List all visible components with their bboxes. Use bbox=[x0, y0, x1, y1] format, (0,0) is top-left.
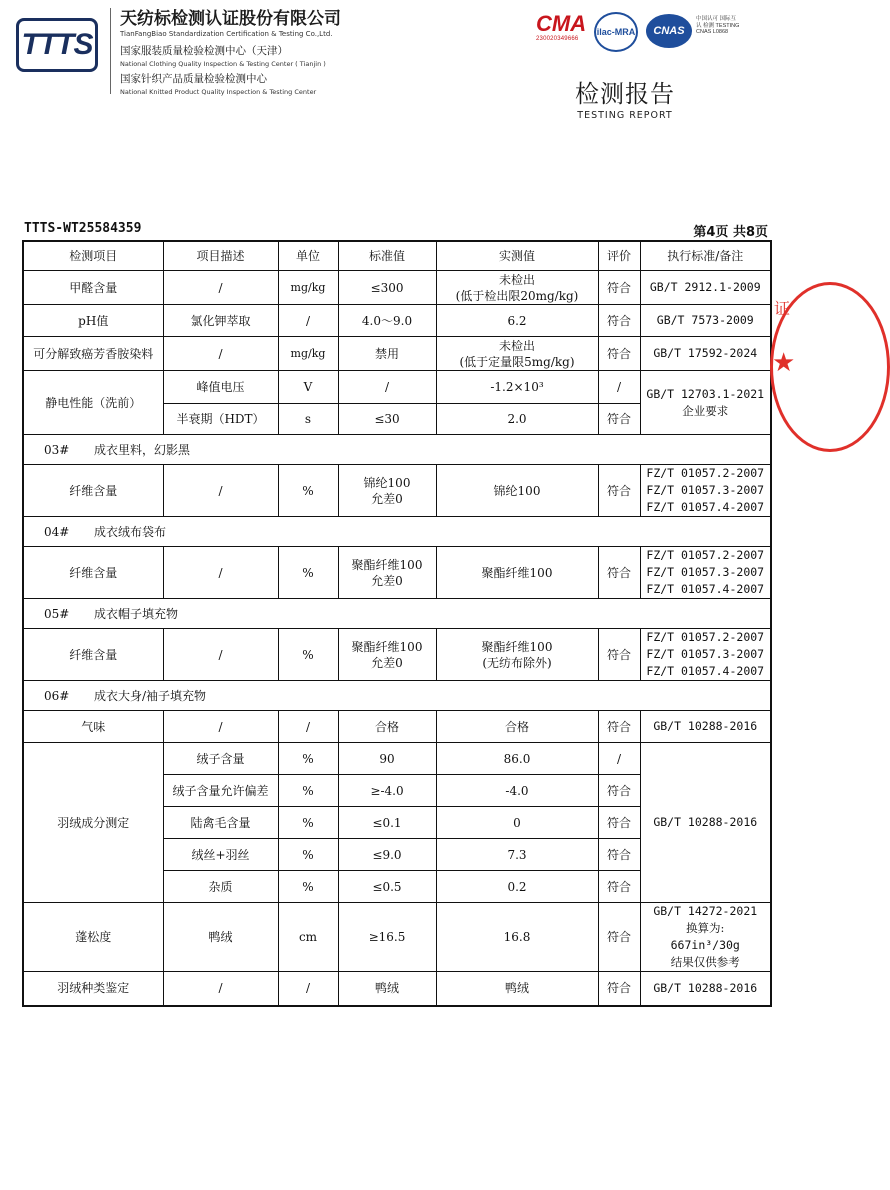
table-row bbox=[23, 547, 771, 599]
table-row bbox=[23, 337, 771, 371]
eval-cell: 符合 bbox=[598, 547, 640, 599]
eval-cell: 符合 bbox=[598, 305, 640, 337]
desc-cell: 绒子含量允许偏差 bbox=[163, 775, 278, 807]
center1-name-en: National Clothing Quality Inspection & Testing Center ( Tianjin ) bbox=[120, 60, 326, 68]
section-code: 06# bbox=[44, 688, 70, 703]
desc-cell: / bbox=[163, 629, 278, 681]
standard-cell: 鸭绒 bbox=[338, 972, 436, 1006]
unit-cell: % bbox=[278, 547, 338, 599]
desc-cell: 半衰期（HDT） bbox=[163, 404, 278, 435]
standard-ref-line: FZ/T 01057.4-2007 bbox=[646, 500, 765, 514]
standard-ref-line: 结果仅供参考 bbox=[670, 955, 740, 969]
standard-cell bbox=[338, 547, 436, 599]
standard-ref-line: 667in³/30g bbox=[670, 938, 740, 952]
standard-ref-cell: GB/T 10288-2016 bbox=[640, 972, 771, 1006]
page-indicator: 第4页 共8页 bbox=[693, 225, 768, 240]
standard-cell: 禁用 bbox=[338, 337, 436, 371]
measured-cell bbox=[436, 271, 598, 305]
measured-cell: -4.0 bbox=[436, 775, 598, 807]
standard-cell: ≤0.5 bbox=[338, 871, 436, 903]
section-title bbox=[23, 517, 771, 547]
unit-cell: cm bbox=[278, 903, 338, 972]
standard-cell bbox=[338, 465, 436, 517]
standard-cell: ≥16.5 bbox=[338, 903, 436, 972]
measured-line: (无纺布除外) bbox=[482, 655, 552, 670]
standard-ref-line: FZ/T 01057.4-2007 bbox=[646, 582, 765, 596]
unit-cell: % bbox=[278, 465, 338, 517]
unit-cell: V bbox=[278, 371, 338, 404]
standard-line: 聚酯纤维100 bbox=[351, 557, 423, 572]
table-row bbox=[23, 305, 771, 337]
desc-cell: / bbox=[163, 271, 278, 305]
item-cell: 气味 bbox=[23, 711, 163, 743]
seal-character: 证 bbox=[774, 299, 791, 318]
eval-cell: 符合 bbox=[598, 337, 640, 371]
standard-cell: ≥-4.0 bbox=[338, 775, 436, 807]
measured-cell: 鸭绒 bbox=[436, 972, 598, 1006]
item-cell: 纤维含量 bbox=[23, 547, 163, 599]
eval-cell: 符合 bbox=[598, 839, 640, 871]
table-row bbox=[23, 743, 771, 775]
unit-cell: / bbox=[278, 305, 338, 337]
measured-cell: 6.2 bbox=[436, 305, 598, 337]
standard-ref-line: FZ/T 01057.3-2007 bbox=[646, 483, 765, 497]
ilac-mra-mark bbox=[594, 12, 638, 52]
desc-cell: 绒丝+羽丝 bbox=[163, 839, 278, 871]
unit-cell: % bbox=[278, 775, 338, 807]
measured-cell: 0 bbox=[436, 807, 598, 839]
table-row bbox=[23, 972, 771, 1006]
header-cell: 检测项目 bbox=[23, 241, 163, 271]
table-row bbox=[23, 711, 771, 743]
header-cell: 标准值 bbox=[338, 241, 436, 271]
standard-cell: / bbox=[338, 371, 436, 404]
table-row bbox=[23, 629, 771, 681]
standard-ref-line: FZ/T 01057.2-2007 bbox=[646, 548, 765, 562]
header-cell: 实测值 bbox=[436, 241, 598, 271]
desc-cell: / bbox=[163, 337, 278, 371]
item-cell: 甲醛含量 bbox=[23, 271, 163, 305]
company-logo bbox=[16, 18, 98, 72]
cma-number: 230020349666 bbox=[536, 36, 579, 42]
desc-cell: 绒子含量 bbox=[163, 743, 278, 775]
standard-ref-cell bbox=[640, 903, 771, 972]
unit-cell: % bbox=[278, 743, 338, 775]
eval-cell: / bbox=[598, 743, 640, 775]
standard-ref-line: 换算为: bbox=[686, 921, 725, 935]
section-code: 03# bbox=[44, 442, 70, 457]
measured-cell: 2.0 bbox=[436, 404, 598, 435]
standard-ref-cell bbox=[640, 371, 771, 435]
unit-cell: mg/kg bbox=[278, 337, 338, 371]
header-cell: 评价 bbox=[598, 241, 640, 271]
center2-name-cn: 国家针织产品质量检验检测中心 bbox=[120, 73, 267, 85]
standard-ref-line: GB/T 14272-2021 bbox=[653, 904, 758, 918]
eval-cell: 符合 bbox=[598, 903, 640, 972]
table-row bbox=[23, 903, 771, 972]
section-name: 成衣里料，幻影黑 bbox=[94, 442, 191, 457]
section-title bbox=[23, 599, 771, 629]
measured-cell bbox=[436, 629, 598, 681]
standard-ref-cell bbox=[640, 629, 771, 681]
desc-cell: 杂质 bbox=[163, 871, 278, 903]
standard-line: 允差0 bbox=[371, 655, 403, 670]
table-row bbox=[23, 465, 771, 517]
standard-ref-cell bbox=[640, 465, 771, 517]
eval-cell: 符合 bbox=[598, 629, 640, 681]
header-cell: 执行标准/备注 bbox=[640, 241, 771, 271]
company-block bbox=[120, 4, 341, 96]
table-header-row bbox=[23, 241, 771, 271]
header-cell: 项目描述 bbox=[163, 241, 278, 271]
section-title bbox=[23, 435, 771, 465]
section-header-row bbox=[23, 435, 771, 465]
item-cell: 羽绒成分测定 bbox=[23, 743, 163, 903]
measured-cell: 7.3 bbox=[436, 839, 598, 871]
section-name: 成衣绒布袋布 bbox=[94, 524, 167, 539]
measured-line: 聚酯纤维100 bbox=[481, 565, 553, 580]
unit-cell: s bbox=[278, 404, 338, 435]
eval-cell: 符合 bbox=[598, 775, 640, 807]
measured-cell: -1.2×10³ bbox=[436, 371, 598, 404]
eval-cell: 符合 bbox=[598, 871, 640, 903]
standard-line: 聚酯纤维100 bbox=[351, 639, 423, 654]
ilac-logo-text: ilac-MRA bbox=[596, 27, 636, 37]
measured-line: 未检出 bbox=[498, 338, 535, 353]
measured-cell bbox=[436, 337, 598, 371]
header-cell: 单位 bbox=[278, 241, 338, 271]
eval-cell: 符合 bbox=[598, 711, 640, 743]
unit-cell: % bbox=[278, 807, 338, 839]
item-cell: 纤维含量 bbox=[23, 629, 163, 681]
cma-mark bbox=[536, 12, 588, 42]
cnas-mark bbox=[646, 14, 692, 48]
desc-cell: / bbox=[163, 465, 278, 517]
official-seal bbox=[770, 282, 796, 452]
desc-cell: 峰值电压 bbox=[163, 371, 278, 404]
cma-logo-text: CMA bbox=[536, 11, 587, 36]
eval-cell: 符合 bbox=[598, 807, 640, 839]
desc-cell: / bbox=[163, 972, 278, 1006]
section-header-row bbox=[23, 517, 771, 547]
report-title-cn: 检测报告 bbox=[575, 80, 675, 108]
standard-line: 锦纶100 bbox=[363, 475, 411, 490]
standard-ref-line: 企业要求 bbox=[682, 403, 729, 418]
item-cell: 纤维含量 bbox=[23, 465, 163, 517]
center1-name-cn: 国家服装质量检验检测中心（天津） bbox=[120, 45, 288, 57]
standard-ref-line: FZ/T 01057.4-2007 bbox=[646, 664, 765, 678]
table-row bbox=[23, 271, 771, 305]
standard-ref-line: FZ/T 01057.3-2007 bbox=[646, 565, 765, 579]
table-row bbox=[23, 371, 771, 404]
unit-cell: / bbox=[278, 711, 338, 743]
measured-cell bbox=[436, 465, 598, 517]
standard-ref-cell: GB/T 10288-2016 bbox=[640, 743, 771, 903]
desc-cell: / bbox=[163, 547, 278, 599]
measured-line: (低于定量限5mg/kg) bbox=[459, 354, 575, 369]
seal-star-icon: ★ bbox=[772, 348, 796, 378]
unit-cell: % bbox=[278, 629, 338, 681]
section-title bbox=[23, 681, 771, 711]
measured-line: 聚酯纤维100 bbox=[481, 639, 553, 654]
section-code: 05# bbox=[44, 606, 70, 621]
standard-cell: 合格 bbox=[338, 711, 436, 743]
eval-cell: 符合 bbox=[598, 271, 640, 305]
desc-cell: 陆禽毛含量 bbox=[163, 807, 278, 839]
unit-cell: / bbox=[278, 972, 338, 1006]
measured-line: (低于检出限20mg/kg) bbox=[455, 288, 579, 303]
report-title bbox=[566, 74, 684, 121]
standard-ref-cell bbox=[640, 547, 771, 599]
unit-cell: % bbox=[278, 871, 338, 903]
standard-cell: ≤0.1 bbox=[338, 807, 436, 839]
standard-ref-cell: GB/T 10288-2016 bbox=[640, 711, 771, 743]
measured-cell: 86.0 bbox=[436, 743, 598, 775]
desc-cell: 鸭绒 bbox=[163, 903, 278, 972]
eval-cell: / bbox=[598, 371, 640, 404]
standard-cell: ≤30 bbox=[338, 404, 436, 435]
section-name: 成衣帽子填充物 bbox=[94, 606, 179, 621]
logo-text: TTTS bbox=[21, 28, 93, 61]
standard-ref-line: FZ/T 01057.2-2007 bbox=[646, 630, 765, 644]
section-name: 成衣大身/袖子填充物 bbox=[94, 688, 207, 703]
header-divider bbox=[110, 8, 111, 94]
center2-name-en: National Knitted Product Quality Inspection & Testing Center bbox=[120, 88, 317, 96]
section-header-row bbox=[23, 599, 771, 629]
unit-cell: % bbox=[278, 839, 338, 871]
item-cell: 羽绒种类鉴定 bbox=[23, 972, 163, 1006]
measured-line: 锦纶100 bbox=[493, 483, 541, 498]
item-cell: pH值 bbox=[23, 305, 163, 337]
report-number: TTTS-WT25584359 bbox=[24, 221, 142, 236]
measured-cell: 合格 bbox=[436, 711, 598, 743]
item-cell: 可分解致癌芳香胺染料 bbox=[23, 337, 163, 371]
item-cell: 静电性能（洗前） bbox=[23, 371, 163, 435]
desc-cell: / bbox=[163, 711, 278, 743]
eval-cell: 符合 bbox=[598, 404, 640, 435]
results-table bbox=[22, 240, 772, 1007]
standard-ref-cell: GB/T 2912.1-2009 bbox=[640, 271, 771, 305]
standard-cell: ≤9.0 bbox=[338, 839, 436, 871]
standard-ref-line: GB/T 12703.1-2021 bbox=[646, 386, 765, 401]
company-name-en: TianFangBiao Standardization Certification & Testing Co.,Ltd. bbox=[120, 30, 333, 38]
measured-line: 未检出 bbox=[498, 272, 535, 287]
standard-cell: 4.0～9.0 bbox=[338, 305, 436, 337]
eval-cell: 符合 bbox=[598, 972, 640, 1006]
standard-cell bbox=[338, 629, 436, 681]
company-name-cn: 天纺标检测认证股份有限公司 bbox=[120, 9, 341, 29]
standard-line: 允差0 bbox=[371, 573, 403, 588]
cnas-caption: 中国认可 国际互认 检测 TESTING CNAS L0868 bbox=[696, 16, 740, 35]
measured-cell: 16.8 bbox=[436, 903, 598, 972]
section-code: 04# bbox=[44, 524, 70, 539]
standard-line: 允差0 bbox=[371, 491, 403, 506]
measured-cell bbox=[436, 547, 598, 599]
standard-ref-line: FZ/T 01057.2-2007 bbox=[646, 466, 765, 480]
standard-ref-cell: GB/T 17592-2024 bbox=[640, 337, 771, 371]
section-header-row bbox=[23, 681, 771, 711]
cnas-logo-text: CNAS bbox=[653, 25, 685, 37]
standard-cell: 90 bbox=[338, 743, 436, 775]
report-title-en: TESTING REPORT bbox=[577, 110, 673, 121]
measured-cell: 0.2 bbox=[436, 871, 598, 903]
desc-cell: 氯化钾萃取 bbox=[163, 305, 278, 337]
unit-cell: mg/kg bbox=[278, 271, 338, 305]
item-cell: 蓬松度 bbox=[23, 903, 163, 972]
eval-cell: 符合 bbox=[598, 465, 640, 517]
standard-ref-line: FZ/T 01057.3-2007 bbox=[646, 647, 765, 661]
standard-cell: ≤300 bbox=[338, 271, 436, 305]
standard-ref-cell: GB/T 7573-2009 bbox=[640, 305, 771, 337]
